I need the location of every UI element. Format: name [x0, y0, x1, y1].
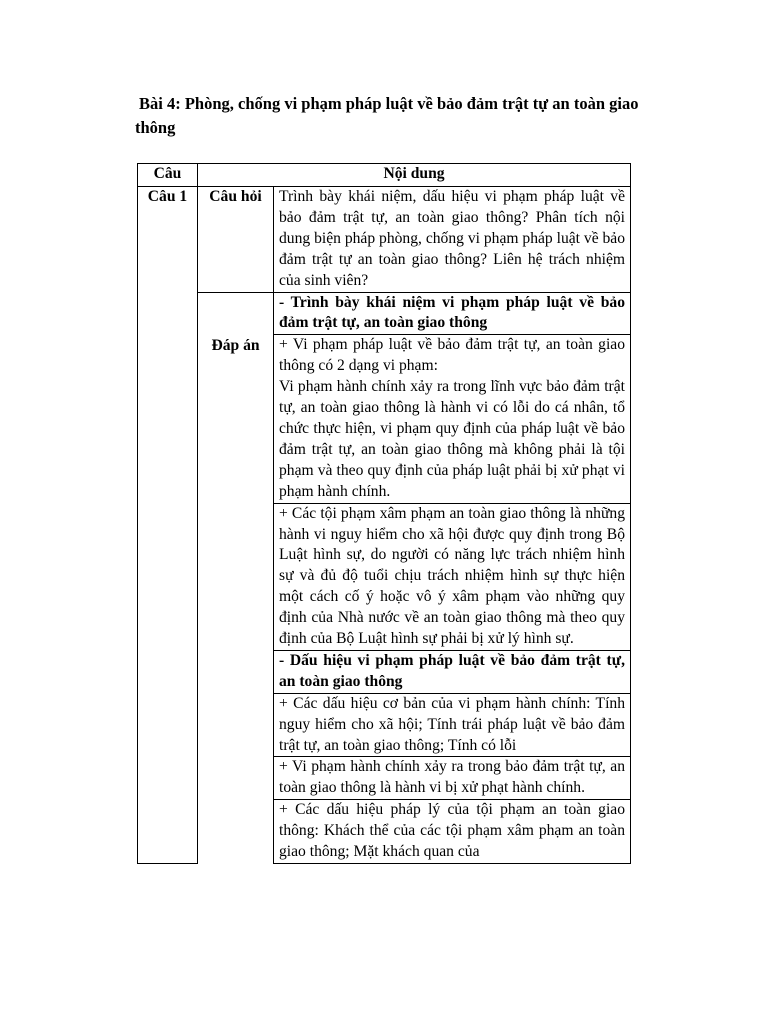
- answer-paragraph: + Các tội phạm xâm phạm an toàn giao thông là những hành vi nguy hiểm cho xã hội được quy định trong Bộ Luật hình sự, do người có năng lực trách nhiệm hình sự và đủ độ tuổi chịu trách nhiệm hình sự thực hiện một cách cố ý hoặc vô ý xâm phạm vào những quy định của Nhà nước về an toàn giao thông mà theo quy định của Bộ Luật hình sự phải bị xử lý hình sự.: [274, 503, 631, 650]
- answer-paragraph: + Các dấu hiệu pháp lý của tội phạm an toàn giao thông: Khách thể của các tội phạm xâm phạm an toàn giao thông; Mặt khách quan của: [274, 800, 631, 864]
- header-cau: Câu: [138, 164, 198, 187]
- page-title: Bài 4: Phòng, chống vi phạm pháp luật về bảo đảm trật tự an toàn giao thông: [135, 94, 639, 137]
- table-row-answer: [138, 292, 631, 335]
- answer-line: Vi phạm hành chính xảy ra trong lĩnh vực bảo đảm trật tự, an toàn giao thông là hành vi có lỗi do cá nhân, tổ chức thực hiện, vi phạm quy định của pháp luật về bảo đảm trật tự, an toàn giao thông mà không phải là tội phạm và theo quy định của pháp luật phải bị xử phạt vi phạm hành chính.: [279, 378, 626, 500]
- header-noi-dung: Nội dung: [198, 164, 631, 187]
- question-text: Trình bày khái niệm, dấu hiệu vi phạm pháp luật về bảo đảm trật tự, an toàn giao thông? Phân tích nội dung biện pháp phòng, chống vi phạm pháp luật về bảo đảm trật tự an toàn giao thông? Liên hệ trách nhiệm của sinh viên?: [274, 187, 631, 293]
- answer-paragraph: [274, 335, 631, 503]
- table-header-row: [138, 164, 631, 187]
- answer-heading-concept: - Trình bày khái niệm vi phạm pháp luật về bảo đảm trật tự, an toàn giao thông: [274, 292, 631, 335]
- answer-paragraph: + Các dấu hiệu cơ bản của vi phạm hành chính: Tính nguy hiểm cho xã hội; Tính trái pháp luật về bảo đảm trật tự, an toàn giao thông; Tính có lỗi: [274, 693, 631, 757]
- answer-paragraph: + Vi phạm hành chính xảy ra trong bảo đảm trật tự, an toàn giao thông là hành vi bị xử phạt hành chính.: [274, 757, 631, 800]
- qa-table: [137, 163, 631, 864]
- answer-line: + Vi phạm pháp luật về bảo đảm trật tự, an toàn giao thông có 2 dạng vi phạm:: [279, 336, 626, 375]
- table-row-question: [138, 187, 631, 293]
- answer-row-label: Đáp án: [198, 292, 274, 863]
- question-number: Câu 1: [138, 187, 198, 864]
- answer-heading-signs: - Dấu hiệu vi phạm pháp luật về bảo đảm trật tự, an toàn giao thông: [274, 650, 631, 693]
- question-row-label: Câu hỏi: [198, 187, 274, 293]
